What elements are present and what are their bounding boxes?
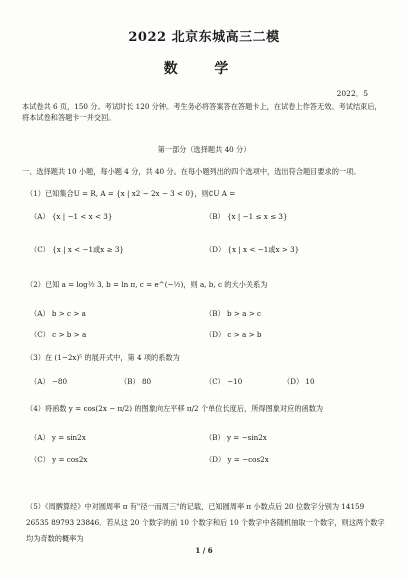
question-1-stem: （1）已知集合U = R, A = {x | x2 − 2x − 3 < 0}，则∁U A = [26,189,236,198]
page-number: 1 / 6 [195,546,213,555]
question-5-stem: （5）《周髀算经》中对圆周率 π 有"径一而周三"的记载，已知圆周率 π 小数点后 20 位数字分别为 14159 26535 89793 23846．若从这 20 个数字的前 10 个数字和后 10 个数字中各随机抽取一个数字，则这两个数字均为奇数的概率为 [26,502,385,543]
exam-title: 2022 北京东城高三二模 [128,30,280,45]
part-heading: 第一部分（选择题共 40 分） [157,145,251,154]
question-4-stem: （4）将函数 y = cos(2x − π/2) 的图象向左平移 π/2 个单位长度后，所得图象对应的函数为 [26,404,324,413]
q1-option-d: （D） {x | x < −1或x > 3} [205,245,300,254]
q2-option-b: （B） b > a > c [205,309,262,318]
q4-option-a: （A） y = sin2x [30,433,86,442]
exam-date: 2022．5 [336,89,368,98]
q3-option-c: （C） −10 [205,377,243,386]
q1-option-c: （C） {x | x < −1或x ≥ 3} [30,245,124,254]
q4-option-c: （C） y = cos2x [30,455,88,464]
q1-option-b: （B） {x | −1 ≤ x ≤ 3} [205,212,288,221]
question-3-stem: （3）在 (1−2x)⁵ 的展开式中，第 4 项的系数为 [26,353,180,362]
q2-option-a: （A） b > c > a [30,309,86,318]
q2-option-c: （C） c > b > a [30,330,87,339]
q2-option-d: （D） c > a > b [205,330,262,339]
q1-option-a: （A） {x | −1 < x < 3} [30,212,113,221]
exam-subject: 数 学 [163,61,245,77]
exam-instructions: 本试卷共 6 页，150 分。考试时长 120 分钟。考生务必将答案答在答题卡上，在试卷上作答无效。考试结束后，将本试卷和答题卡一并交回。 [22,102,382,122]
q3-option-d: （D） 10 [283,377,315,386]
question-2-stem: （2）已知 a = log½ 3, b = ln π, c = e^(−½)，则 a, b, c 的大小关系为 [26,280,268,289]
q3-option-b: （B） 80 [120,377,152,386]
q4-option-d: （D） y = −cos2x [205,455,269,464]
q3-option-a: （A） −80 [30,377,68,386]
section-heading: 一、选择题共 10 小题，每小题 4 分，共 40 分。在每小题列出的四个选项中，选出符合题目要求的一项。 [22,167,361,176]
q4-option-b: （B） y = −sin2x [205,433,267,442]
